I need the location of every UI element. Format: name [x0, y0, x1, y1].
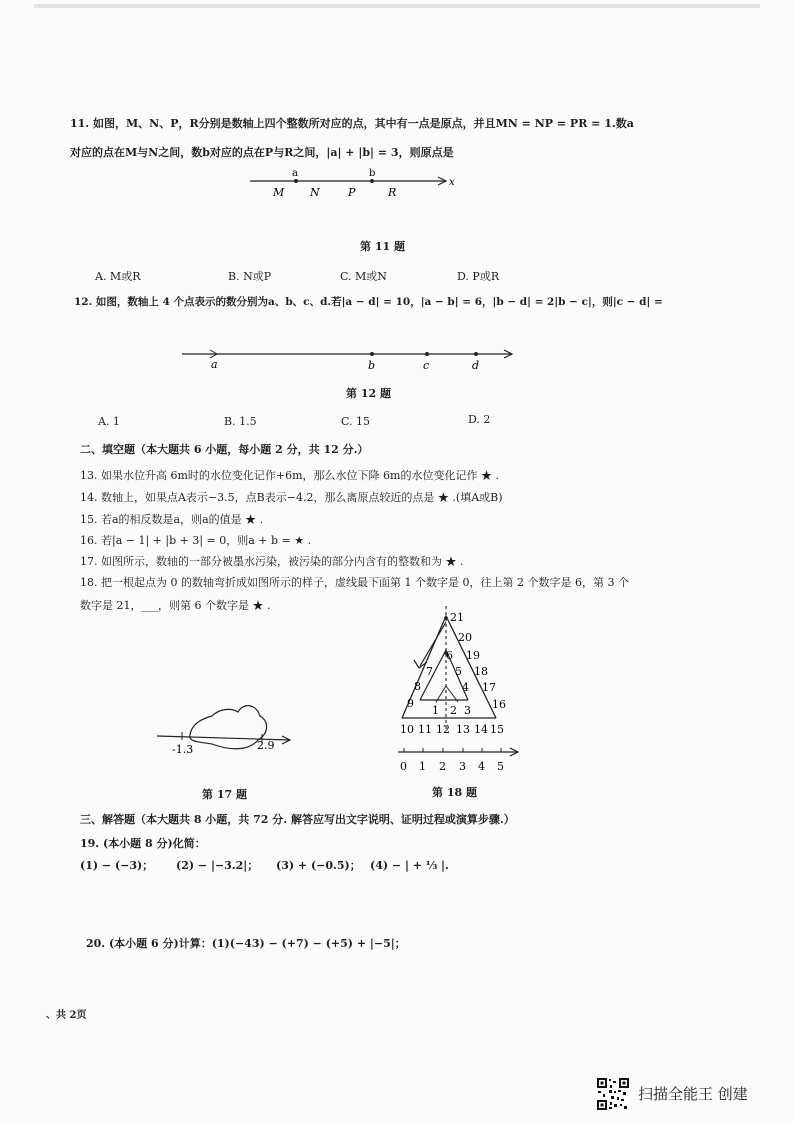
fig18-caption: 第 18 题: [432, 786, 477, 799]
fig18-n1: 1: [432, 704, 439, 717]
q12-label-d: d: [472, 359, 480, 372]
fig18-n21: 21: [450, 611, 464, 624]
q12-option-d: D. 2: [468, 413, 491, 426]
q15-text: 15. 若a的相反数是a，则a的值是 ★ .: [80, 513, 264, 526]
fig18-n7: 7: [426, 665, 433, 678]
scanner-watermark: 扫描全能王 创建: [638, 1085, 748, 1103]
q13-text: 13. 如果水位升高 6m时的水位变化记作+6m，那么水位下降 6m的水位变化记作 ★ .: [80, 469, 499, 482]
fig18-axis-2: 2: [439, 760, 446, 773]
fig18-n19: 19: [466, 649, 480, 662]
fig18-n13: 13: [456, 723, 470, 736]
q19-part3: (3) + (−0.5)；: [276, 859, 361, 872]
q19-part1: (1) − (−3)；: [80, 859, 154, 872]
q12-caption: 第 12 题: [346, 387, 391, 400]
q11-label-a: a: [292, 168, 298, 179]
q16-text: 16. 若|a − 1| + |b + 3| = 0，则a + b = ★ .: [80, 534, 312, 547]
fig18-n14: 14: [474, 723, 488, 736]
fig18-n6: 6: [446, 649, 453, 662]
q11-option-c: C. M或N: [340, 270, 387, 283]
section2-heading: 二、填空题（本大题共 6 小题，每小题 2 分，共 12 分.）: [80, 443, 369, 456]
fig18-axis-0: 0: [400, 760, 407, 773]
q12-label-b: b: [368, 359, 376, 372]
fig18-axis-4: 4: [478, 760, 485, 773]
q11-line1: 11. 如图，M、N、P，R分别是数轴上四个整数所对应的点，其中有一点是原点，并且MN = NP = PR = 1.数a: [70, 117, 634, 130]
fig17-caption: 第 17 题: [202, 788, 247, 801]
q11-option-b: B. N或P: [228, 270, 272, 283]
q11-line2: 对应的点在M与N之间，数b对应的点在P与R之间，|a| + |b| = 3，则原点是: [70, 146, 454, 159]
fig18-n16: 16: [492, 698, 506, 711]
q17-text: 17. 如图所示，数轴的一部分被墨水污染，被污染的部分内含有的整数和为 ★ .: [80, 555, 464, 568]
q18-line2: 数字是 21，___，则第 6 个数字是 ★ .: [80, 599, 271, 612]
q11-label-b: b: [369, 168, 376, 179]
fig18-axis-1: 1: [419, 760, 426, 773]
fig18-n17: 17: [482, 681, 496, 694]
fig18-n4: 4: [462, 681, 469, 694]
q12-line1: 12. 如图，数轴上 4 个点表示的数分别为a、b、c、d.若|a − d| = 10，|a − b| = 6，|b − d| = 2|b − c|，则|c − d| =: [74, 296, 663, 308]
footer-page-count: 、共 2页: [46, 1010, 87, 1021]
fig18-n12: 12: [436, 723, 450, 736]
q11-option-d: D. P或R: [457, 270, 500, 283]
fig18-axis-3: 3: [459, 760, 466, 773]
fig18-axis-5: 5: [497, 760, 504, 773]
q11-caption: 第 11 题: [360, 240, 405, 253]
q12-label-c: c: [423, 359, 430, 372]
q11-option-a: A. M或R: [95, 270, 141, 283]
fig18-n5: 5: [455, 665, 462, 678]
fig18-n15: 15: [490, 723, 504, 736]
q11-label-m: M: [273, 186, 285, 199]
q18-line1: 18. 把一根起点为 0 的数轴弯折成如图所示的样子，虚线最下面第 1 个数字是 0，往上第 2 个数字是 6，第 3 个: [80, 576, 629, 589]
fig18-n9: 9: [407, 697, 414, 710]
fig18-n2: 2: [450, 704, 457, 717]
section3-heading: 三、解答题（本大题共 8 小题，共 72 分. 解答应写出文字说明、证明过程或演算步骤.）: [80, 813, 515, 826]
q11-label-p: P: [348, 186, 356, 199]
q11-label-n: N: [310, 186, 320, 199]
fig17-left-label: -1.3: [172, 743, 194, 756]
q19-title: 19. (本小题 8 分)化简：: [80, 837, 206, 850]
fig18-n8: 8: [414, 680, 421, 693]
q19-part4: (4) − | + ⅓ |.: [370, 859, 449, 872]
fig18-n10: 10: [400, 723, 414, 736]
q12-label-a: a: [211, 358, 218, 371]
fig18-n11: 11: [418, 723, 432, 736]
fig18-n3: 3: [464, 704, 471, 717]
q12-option-c: C. 15: [341, 415, 371, 428]
q14-text: 14. 数轴上，如果点A表示−3.5，点B表示−4.2，那么离原点较近的点是 ★ .(填A或B): [80, 491, 503, 504]
fig18-n20: 20: [458, 631, 472, 644]
fig17-right-label: 2.9: [257, 739, 275, 752]
q12-option-a: A. 1: [98, 415, 120, 428]
q11-axis-x: x: [449, 177, 455, 188]
fig18-n18: 18: [474, 665, 488, 678]
qr-code-icon: [596, 1077, 630, 1111]
q12-option-b: B. 1.5: [224, 415, 257, 428]
q20-text: 20. (本小题 6 分)计算：(1)(−43) − (+7) − (+5) + |−5|；: [86, 937, 406, 950]
q19-part2: (2) − |−3.2|；: [176, 859, 259, 872]
q11-label-r: R: [388, 186, 397, 199]
